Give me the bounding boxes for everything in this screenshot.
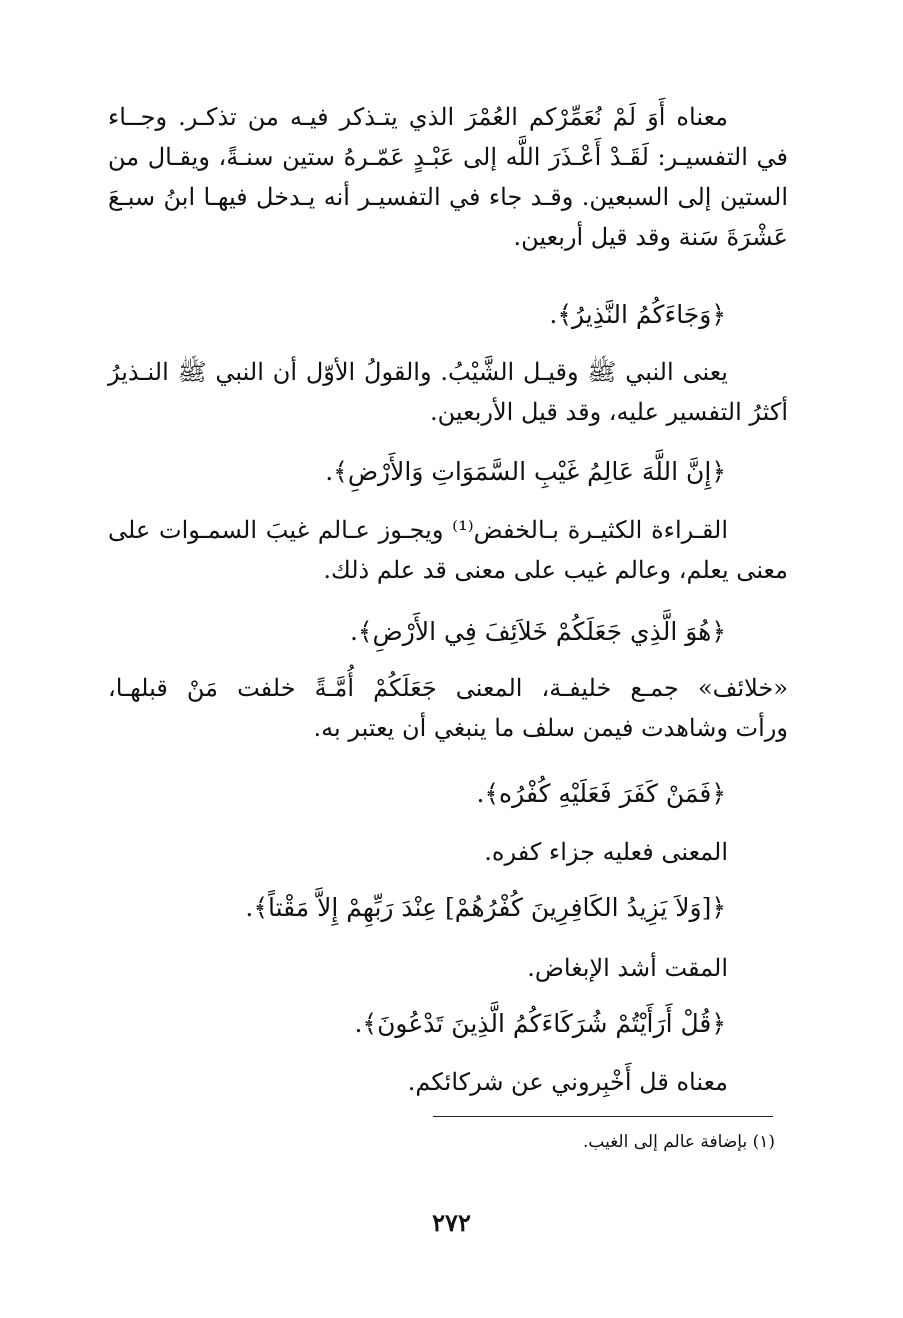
quran-verse: ﴿[وَلاَ يَزِيدُ الكَافِرِينَ كُفْرُهُمْ] عِنْدَ رَبِّهِمْ إِلاَّ مَقْتاً﴾.: [245, 893, 726, 922]
main-text: [108, 510, 788, 590]
text-line: ورأت وشاهدت فيمن سلف ما ينبغي أن يعتبر به.: [313, 714, 788, 742]
ayah-block: [108, 888, 788, 928]
text-line: عَشْرَةَ سَنة وقد قيل أربعين.: [513, 223, 788, 251]
quran-verse: ﴿قُلْ أَرَأَيْتُمْ شُرَكَاءَكُمُ الَّذِينَ تَدْعُونَ﴾.: [354, 1009, 726, 1038]
text-line: المقت أشد الإبغاض.: [527, 954, 728, 982]
text-line: أكثرُ التفسير عليه، وقد قيل الأربعين.: [430, 398, 788, 426]
text-line: القـراءة الكثيـرة بـالخفض⁽¹⁾ ويجـوز عـالم غيبَ السمـوات على: [108, 516, 729, 544]
text-line: في التفسيـر: لَقَـدْ أَعْـذَرَ اللَّه إلى عَبْـدٍ عَمّـرهُ ستين سنـةً، ويقـال من: [108, 143, 788, 171]
footnote: (١) بإضافة عالم إلى الغيب.: [582, 1132, 775, 1152]
page-number: ٢٧٢: [432, 1208, 471, 1237]
main-text: [108, 668, 788, 748]
ayah-block: [108, 452, 788, 492]
main-text: [108, 832, 788, 872]
text-line: «خلائف» جمـع خليفـة، المعنى جَعَلَكُمْ أُمَّـةً خلفت مَنْ قبلهـا،: [108, 674, 788, 702]
main-text: [108, 352, 788, 432]
quran-verse: ﴿فَمَنْ كَفَرَ فَعَلَيْهِ كُفْرُه﴾.: [476, 779, 726, 808]
main-text: [108, 97, 788, 257]
main-text: [108, 948, 788, 988]
paragraph-2: [108, 352, 788, 432]
text-line: معناه أَوَ لَمْ نُعَمِّرْكم العُمْرَ الذي يتـذكر فيـه من تذكـر. وجــاء: [108, 103, 728, 131]
paragraph-1: [108, 97, 788, 257]
ayah-block: [108, 295, 788, 335]
text-line: معناه قل أَخْبِروني عن شركائكم.: [407, 1068, 728, 1096]
quran-verse: ﴿وَجَاءَكُمُ النَّذِيرُ﴾.: [549, 300, 726, 329]
footnote-divider: [433, 1116, 773, 1117]
text-line: المعنى فعليه جزاء كفره.: [484, 838, 728, 866]
main-text: [108, 1062, 788, 1102]
quran-verse: ﴿هُوَ الَّذِي جَعَلَكُمْ خَلاَئِفَ فِي الأَرْضِ﴾.: [349, 617, 726, 646]
ayah-block: [108, 774, 788, 814]
ayah-block: [108, 1004, 788, 1044]
quran-verse: ﴿إِنَّ اللَّهَ عَالِمُ غَيْبِ السَّمَوَاتِ وَالأَرْضِ﴾.: [325, 457, 726, 486]
text-line: معنى يعلم، وعالم غيب على معنى قد علم ذلك.: [323, 556, 788, 584]
text-line: يعنى النبي ﷺ وقيـل الشَّيْبُ. والقولُ الأوّل أن النبي ﷺ النـذيرُ: [108, 358, 728, 386]
text-line: الستين إلى السبعين. وقـد جاء في التفسيـر أنه يـدخل فيهـا ابنُ سبـعَ: [108, 183, 788, 211]
ayah-block: [108, 612, 788, 652]
paragraph-4: [108, 668, 788, 748]
paragraph-3: [108, 510, 788, 590]
